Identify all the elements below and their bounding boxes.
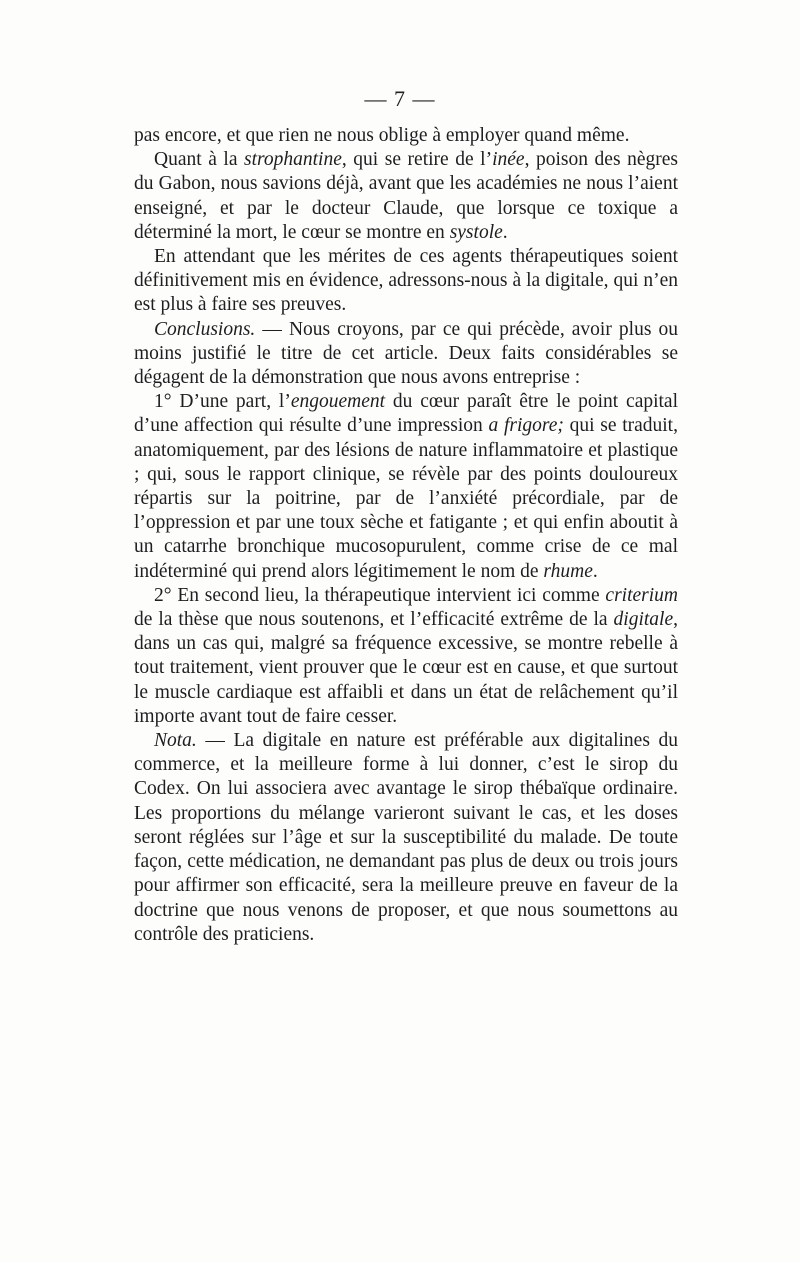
paragraph-strophantine <box>134 148 678 245</box>
text-run: , qui se retire de l’ <box>341 149 493 171</box>
italic-run: digitale <box>613 609 674 631</box>
text-run: , dans un cas qui, malgré sa fréquence excessive, se montre rebelle à tout traitement, vient prouver que le cœur est en cause, et que surtout le muscle cardiaque est affaibli et dans un état de relâchement qu’il importe avant tout de faire cesser. <box>134 609 678 727</box>
text-run: . <box>502 221 508 243</box>
paragraph-nota <box>134 729 678 947</box>
italic-run: Conclusions. <box>154 318 256 340</box>
paragraph-continuation <box>134 124 678 148</box>
page-number: — 7 — <box>364 86 436 111</box>
text-run: Quant à la <box>154 149 245 171</box>
text-run: En attendant que les mérites de ces agents thérapeutiques soient définitivement mis en évidence, adressons-nous à la digitale, qui n’en est plus à faire ses preuves. <box>134 246 678 316</box>
text-run: pas encore, et que rien ne nous oblige à employer quand même. <box>134 125 630 146</box>
italic-run: rhume <box>543 560 593 582</box>
italic-run: inée <box>492 149 525 171</box>
paragraph-conclusions <box>134 318 678 391</box>
italic-run: strophantine <box>244 149 342 171</box>
italic-run: criterium <box>605 584 678 606</box>
text-run: 1° D’une part, l’ <box>154 391 291 413</box>
paragraph-point-2 <box>134 584 678 729</box>
text-run: 2° En second lieu, la thérapeutique intervient ici comme <box>154 584 606 606</box>
paragraph-digitale-intro <box>134 245 678 318</box>
italic-run: a frigore; <box>488 415 564 437</box>
text-run: . <box>592 560 598 582</box>
text-run: , poison des nègres du Gabon, nous savions déjà, avant que les académies ne nous l’aient enseigné, et par le docteur Claude, que lorsque ce toxique a déterminé la mort, le cœur se montre en <box>134 149 678 243</box>
text-run: qui se traduit, anatomiquement, par des lésions de nature inflammatoire et plastique ; qui, sous le rapport clinique, se révèle par des points douloureux répartis sur la poitrine, par de l’anxiété précordiale, par de l’oppression et par une toux sèche et fatigante ; et qui enfin aboutit à un catarrhe bronchique mucosopurulent, comme crise de ce mal indéterminé qui prend alors légitimement le nom de <box>134 415 678 582</box>
text-run: du cœur paraît être le point capital d’une affection qui résulte d’une impression <box>134 391 679 437</box>
paragraph-point-1 <box>134 390 678 584</box>
text-run: — La digitale en nature est préférable aux digitalines du commerce, et la meilleure forme à lui donner, c’est le sirop du Codex. On lui associera avec avantage le sirop thébaïque ordinaire. Les proportions du mélange varieront suivant le cas, et les doses seront réglées sur l’âge et sur la susceptibilité du malade. De toute façon, cette médication, ne demandant pas plus de deux ou trois jours pour affirmer son efficacité, sera la meilleure preuve en faveur de la doctrine que nous venons de proposer, et que nous soumettons au contrôle des praticiens. <box>134 730 678 945</box>
text-run: de la thèse que nous soutenons, et l’efficacité extrême de la <box>134 609 614 631</box>
text-run: — Nous croyons, par ce qui précède, avoir plus ou moins justifié le titre de cet article. Deux faits considérables se dégagent de la démonstration que nous avons entreprise : <box>134 318 678 389</box>
italic-run: Nota. <box>154 730 197 752</box>
italic-run: engouement <box>290 391 386 413</box>
italic-run: systole <box>449 221 503 243</box>
body-text <box>134 124 678 947</box>
